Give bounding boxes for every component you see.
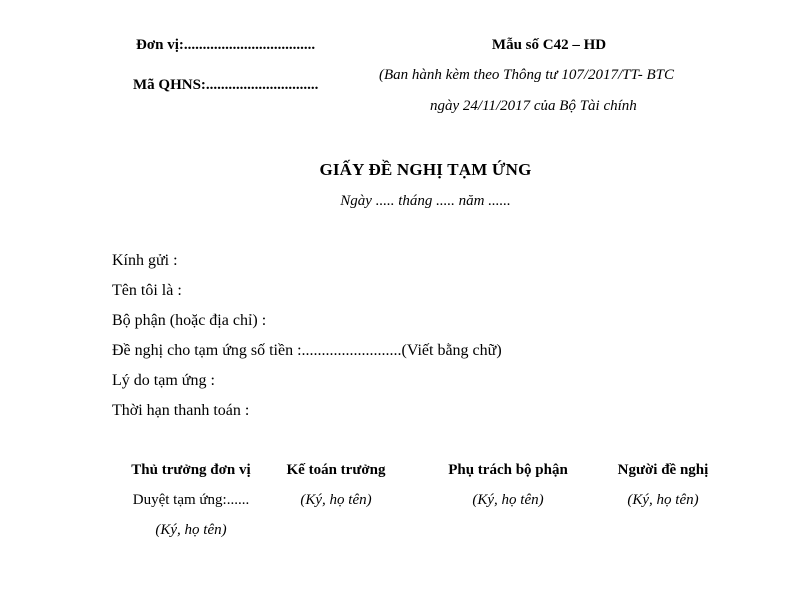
issued-by-line1: (Ban hành kèm theo Thông tư 107/2017/TT- BTC: [379, 67, 674, 83]
unit-label: Đơn vị:...................................: [136, 37, 316, 53]
signature-head-of-unit: Thủ trưởng đơn vị: [131, 462, 251, 478]
field-reason: Lý do tạm ứng :: [112, 372, 215, 389]
field-name: Tên tôi là :: [112, 282, 182, 299]
date-line: Ngày ..... tháng ..... năm ......: [340, 193, 511, 209]
issued-by-line2: ngày 24/11/2017 của Bộ Tài chính: [430, 98, 637, 114]
requester-sign-note: (Ký, họ tên): [627, 492, 699, 508]
document-title: GIẤY ĐỀ NGHỊ TẠM ỨNG: [319, 160, 532, 179]
signature-requester: Người đề nghị: [617, 462, 709, 478]
head-of-unit-sign-note: (Ký, họ tên): [155, 522, 227, 538]
approved-advance-label: Duyệt tạm ứng:......: [132, 492, 250, 508]
field-amount: Đề nghị cho tạm ứng số tiền :.........................(Viết bằng chữ): [112, 342, 502, 359]
field-due: Thời hạn thanh toán :: [112, 402, 250, 419]
field-department: Bộ phận (hoặc địa chỉ) :: [112, 312, 267, 329]
chief-accountant-sign-note: (Ký, họ tên): [300, 492, 372, 508]
signature-chief-accountant: Kế toán trưởng: [286, 462, 386, 478]
signature-department-head: Phụ trách bộ phận: [448, 462, 568, 478]
department-head-sign-note: (Ký, họ tên): [472, 492, 544, 508]
field-to: Kính gửi :: [112, 252, 178, 269]
budget-code-label: Mã QHNS:..............................: [133, 77, 319, 93]
form-number: Mẫu số C42 – HD: [491, 37, 607, 53]
